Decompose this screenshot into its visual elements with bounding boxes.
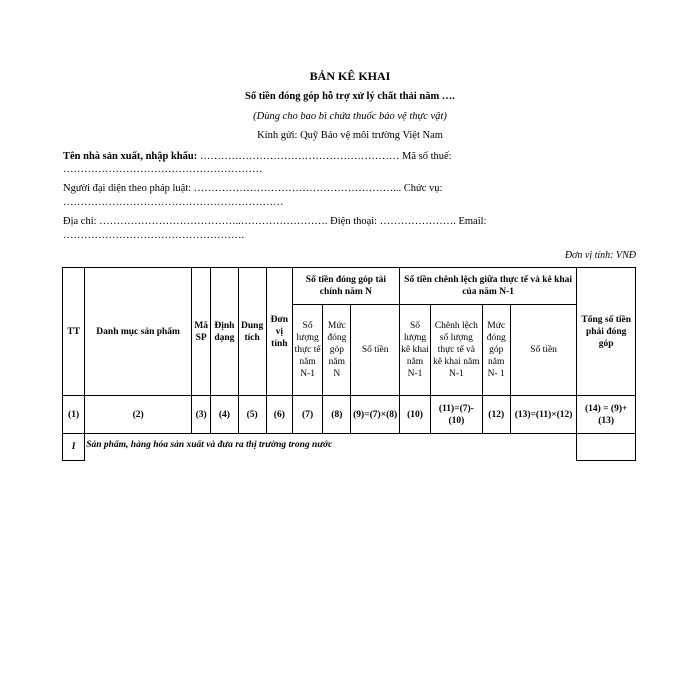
index-cell: (8) [323,396,351,434]
header-group-difference: Số tiền chênh lệch giữa thực tế và kê khai của năm N-1 [399,268,577,305]
index-cell: (10) [399,396,430,434]
header-tt: TT [63,268,85,396]
section-total-cell [577,434,636,461]
representative-line-cont: ……………………………………………………… [63,197,284,208]
index-cell: (6) [266,396,292,434]
index-cell: (11)=(7)-(10) [431,396,482,434]
document-subtitle: Số tiền đóng góp hỗ trợ xử lý chất thải năm …. [245,91,455,102]
manufacturer-dots: ………………………………………………… [197,151,400,162]
address-line: Địa chỉ: …………………………………..……………………. Điện thoại: …………………. Email: [63,216,487,227]
currency-unit: Đơn vị tính: VNĐ [564,250,636,261]
manufacturer-line [63,151,452,162]
document-title: BẢN KÊ KHAI [309,69,391,83]
index-cell: (9)=(7)×(8) [351,396,399,434]
header-product-code: Mã SP [192,268,211,396]
document-addressee: Kính gửi: Quỹ Bảo vệ môi trường Việt Nam [257,130,443,141]
header-difference-amount: Số tiền [510,305,577,396]
header-format: Định dạng [211,268,238,396]
table-index-row [63,396,636,434]
section-title: Sản phẩm, hàng hóa sản xuất và đưa ra thị trường trong nước [85,434,577,461]
index-cell: (1) [63,396,85,434]
address-line-cont: ……………………………………………. [63,230,245,241]
tax-code-label: Mã số thuế: [399,151,452,162]
header-amount: Số tiền [351,305,399,396]
index-cell: (4) [211,396,238,434]
manufacturer-label: Tên nhà sản xuất, nhập khẩu: [63,151,198,162]
index-cell: (12) [482,396,510,434]
header-quantity-difference: Chênh lệch số lượng thực tế và kê khai năm N-1 [431,305,482,396]
header-unit: Đơn vị tính [266,268,292,396]
header-actual-quantity: Số lượng thực tế năm N-1 [292,305,322,396]
header-contribution-rate: Mức đóng góp năm N [323,305,351,396]
header-prev-rate: Mức đóng góp năm N- 1 [482,305,510,396]
index-cell: (5) [238,396,266,434]
document-note: (Dùng cho bao bì chứa thuốc bảo vệ thực vật) [253,111,447,122]
index-cell: (14) = (9)+(13) [577,396,636,434]
index-cell: (3) [192,396,211,434]
header-declared-quantity: Số lượng kê khai năm N-1 [399,305,430,396]
section-row [63,434,636,461]
declaration-table [62,267,636,461]
header-group-contribution: Số tiền đóng góp tài chính năm N [292,268,399,305]
section-number: I [63,434,85,461]
table-header-row-1 [63,268,636,305]
header-capacity: Dung tích [238,268,266,396]
header-product-list: Danh mục sản phẩm [85,268,192,396]
manufacturer-line-cont: ………………………………………………… [63,164,263,175]
index-cell: (13)=(11)×(12) [510,396,577,434]
index-cell: (2) [85,396,192,434]
header-total: Tổng số tiền phải đóng góp [577,268,636,396]
representative-line: Người đại diện theo pháp luật: …………………………………………………... Chức vụ: [63,183,443,194]
index-cell: (7) [292,396,322,434]
